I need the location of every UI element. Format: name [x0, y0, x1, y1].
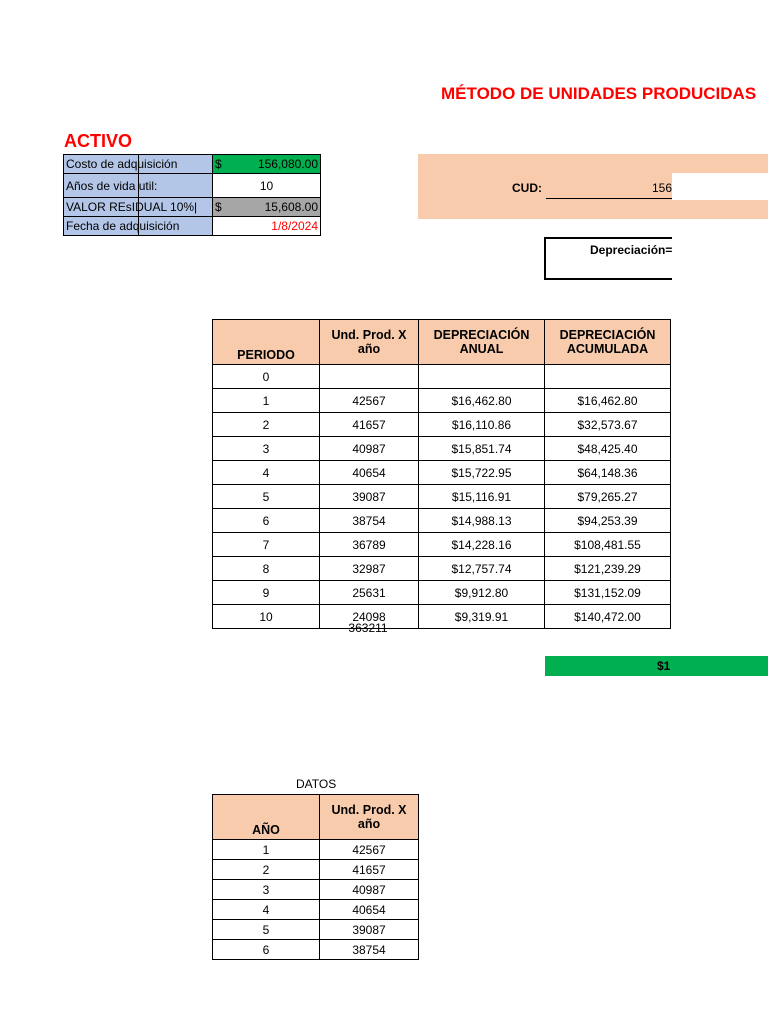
cell-dep-anual[interactable]: $14,228.16	[419, 533, 545, 557]
cell-dep-acumulada[interactable]: $32,573.67	[545, 413, 671, 437]
cell-und-prod[interactable]: 39087	[320, 485, 419, 509]
residual-value: 15,608.00	[264, 200, 318, 214]
residual-currency: $	[215, 200, 222, 214]
depreciacion-box[interactable]	[544, 237, 672, 280]
cell-dep-acumulada[interactable]: $94,253.39	[545, 509, 671, 533]
table-row	[213, 437, 671, 461]
cud-value[interactable]: 156	[546, 181, 672, 199]
asset-row-costo	[64, 155, 321, 174]
cell-dep-anual[interactable]: $12,757.74	[419, 557, 545, 581]
table-row	[213, 860, 419, 880]
cell-periodo[interactable]: 0	[213, 365, 320, 389]
cell-dep-anual[interactable]: $9,912.80	[419, 581, 545, 605]
asset-row-fecha	[64, 217, 321, 236]
cell-ano[interactable]: 3	[213, 880, 320, 900]
cell-und-prod[interactable]: 42567	[320, 389, 419, 413]
cell-dep-anual[interactable]: $15,851.74	[419, 437, 545, 461]
cell-und-prod[interactable]: 40987	[320, 880, 419, 900]
depreciation-table	[212, 319, 671, 629]
anos-value: 10	[259, 178, 274, 193]
total-depreciation-bar[interactable]	[545, 656, 768, 676]
cell-und-prod[interactable]: 24098	[320, 605, 419, 629]
cell-und-prod[interactable]: 41657	[320, 413, 419, 437]
table-row	[213, 581, 671, 605]
cell-und-prod[interactable]: 41657	[320, 860, 419, 880]
table-row	[213, 365, 671, 389]
cell-und-prod[interactable]: 38754	[320, 509, 419, 533]
cell-dep-anual[interactable]: $16,110.86	[419, 413, 545, 437]
cell-dep-anual[interactable]: $16,462.80	[419, 389, 545, 413]
asset-row-anos	[64, 174, 321, 198]
cell-und-prod[interactable]: 25631	[320, 581, 419, 605]
cell-dep-acumulada[interactable]: $48,425.40	[545, 437, 671, 461]
cell-dep-acumulada[interactable]: $108,481.55	[545, 533, 671, 557]
header-ano[interactable]: AÑO	[213, 795, 320, 840]
datos-header-row	[213, 795, 419, 840]
table-row	[213, 533, 671, 557]
depreciacion-label: Depreciación=	[590, 243, 673, 257]
cell-dep-anual[interactable]: $15,116.91	[419, 485, 545, 509]
anos-label-cell[interactable]	[64, 174, 213, 198]
table-row	[213, 461, 671, 485]
cell-und-prod[interactable]: 36789	[320, 533, 419, 557]
residual-value-cell[interactable]	[213, 198, 321, 217]
datos-label: DATOS	[296, 777, 337, 791]
cell-ano[interactable]: 6	[213, 940, 320, 960]
asset-info-table	[63, 154, 321, 236]
cud-white-cell[interactable]	[672, 173, 768, 200]
header-dep-anual[interactable]: DEPRECIACIÓN ANUAL	[419, 320, 545, 365]
cell-ano[interactable]: 1	[213, 840, 320, 860]
cell-periodo[interactable]: 6	[213, 509, 320, 533]
costo-label: Costo de adquisición	[66, 157, 178, 171]
total-units[interactable]: 363211	[348, 621, 388, 635]
cell-und-prod[interactable]: 32987	[320, 557, 419, 581]
costo-currency: $	[215, 157, 222, 171]
green-bar-text: $1	[657, 659, 671, 673]
table-row	[213, 920, 419, 940]
cell-dep-acumulada[interactable]: $64,148.36	[545, 461, 671, 485]
fecha-value-cell[interactable]	[213, 217, 321, 236]
cell-dep-acumulada[interactable]: $131,152.09	[545, 581, 671, 605]
costo-value-cell[interactable]	[213, 155, 321, 174]
cell-ano[interactable]: 4	[213, 900, 320, 920]
activo-heading: ACTIVO	[64, 131, 133, 151]
cell-und-prod[interactable]: 42567	[320, 840, 419, 860]
table-row	[213, 509, 671, 533]
table-row	[213, 940, 419, 960]
cell-dep-anual[interactable]: $9,319.91	[419, 605, 545, 629]
cell-periodo[interactable]: 4	[213, 461, 320, 485]
cell-periodo[interactable]: 3	[213, 437, 320, 461]
cell-ano[interactable]: 2	[213, 860, 320, 880]
cell-dep-anual[interactable]: $14,988.13	[419, 509, 545, 533]
table-row	[213, 557, 671, 581]
cud-label: CUD:	[512, 181, 542, 195]
table-row	[213, 413, 671, 437]
costo-label-cell[interactable]	[64, 155, 213, 174]
page-title: MÉTODO DE UNIDADES PRODUCIDAS	[441, 84, 757, 103]
cell-dep-acumulada[interactable]: $140,472.00	[545, 605, 671, 629]
cell-dep-acumulada[interactable]	[545, 365, 671, 389]
cell-periodo[interactable]: 1	[213, 389, 320, 413]
residual-label-cell[interactable]	[64, 198, 213, 217]
cell-dep-acumulada[interactable]: $79,265.27	[545, 485, 671, 509]
asset-row-residual	[64, 198, 321, 217]
cell-periodo[interactable]: 5	[213, 485, 320, 509]
cell-ano[interactable]: 5	[213, 920, 320, 940]
header-und-prod[interactable]: Und. Prod. X año	[320, 320, 419, 365]
costo-value: 156,080.00	[257, 157, 318, 171]
cell-dep-acumulada[interactable]: $16,462.80	[545, 389, 671, 413]
cell-und-prod[interactable]: 39087	[320, 920, 419, 940]
fecha-value: 1/8/2024	[271, 219, 318, 233]
table-row	[213, 880, 419, 900]
cell-und-prod[interactable]: 38754	[320, 940, 419, 960]
cell-periodo[interactable]: 9	[213, 581, 320, 605]
cell-und-prod[interactable]: 40987	[320, 437, 419, 461]
cell-und-prod[interactable]: 40654	[320, 461, 419, 485]
table-row	[213, 605, 671, 629]
anos-label: Años de vida util:	[66, 178, 158, 193]
residual-label: VALOR REsIDUAL 10%|	[66, 200, 198, 214]
cell-periodo[interactable]: 2	[213, 413, 320, 437]
datos-table	[212, 794, 419, 960]
cell-und-prod[interactable]	[320, 365, 419, 389]
cell-dep-anual[interactable]: $15,722.95	[419, 461, 545, 485]
cell-dep-anual[interactable]	[419, 365, 545, 389]
header-datos-und-prod[interactable]: Und. Prod. X año	[320, 795, 419, 840]
cell-dep-acumulada[interactable]: $121,239.29	[545, 557, 671, 581]
depreciation-header-row	[213, 320, 671, 365]
cell-und-prod[interactable]: 40654	[320, 900, 419, 920]
table-row	[213, 389, 671, 413]
cell-periodo[interactable]: 8	[213, 557, 320, 581]
table-row	[213, 485, 671, 509]
cell-periodo[interactable]: 7	[213, 533, 320, 557]
fecha-label-cell[interactable]	[64, 217, 213, 236]
table-row	[213, 900, 419, 920]
anos-value-cell[interactable]	[213, 174, 321, 198]
cell-periodo[interactable]: 10	[213, 605, 320, 629]
table-row	[213, 840, 419, 860]
header-dep-acumulada[interactable]: DEPRECIACIÓN ACUMULADA	[545, 320, 671, 365]
fecha-label: Fecha de adquisición	[66, 219, 180, 233]
header-periodo[interactable]: PERIODO	[213, 320, 320, 365]
